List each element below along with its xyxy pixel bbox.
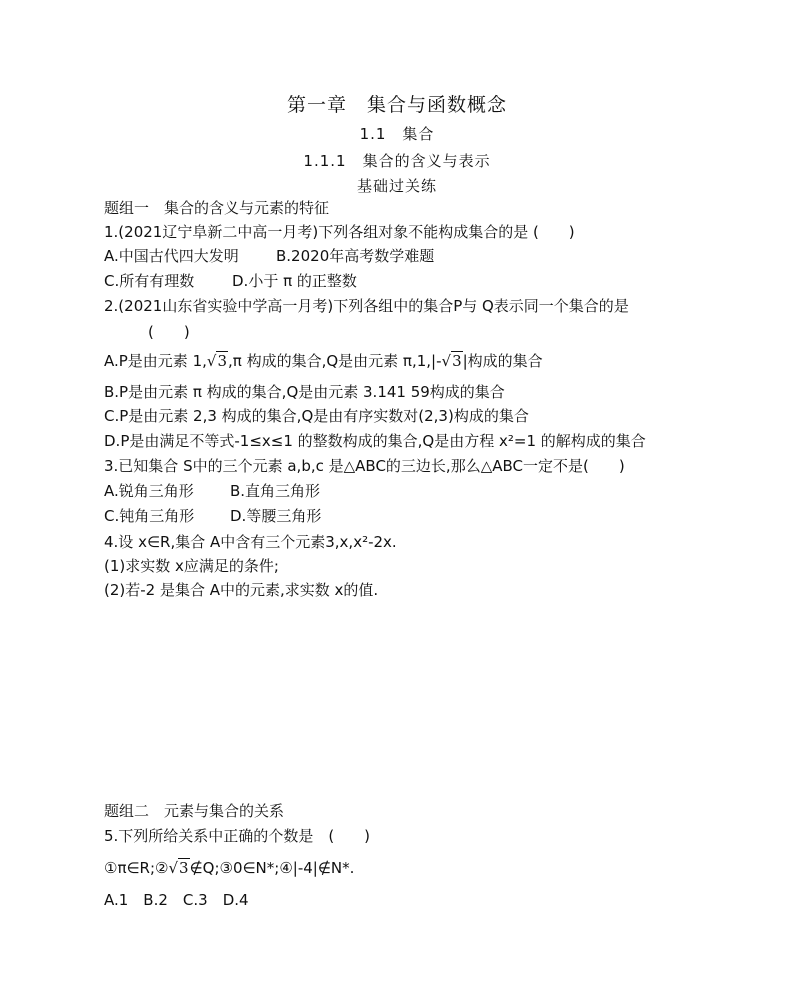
chapter-title: 第一章 集合与函数概念 [286, 94, 507, 116]
q2-option-b: B.P是由元素 π 构成的集合,Q是由元素 3.141 59构成的集合 [104, 383, 505, 401]
q1-option-a: A.中国古代四大发明 [104, 247, 239, 265]
sqrt-symbol: √ [206, 352, 217, 370]
q2-option-a-radicand: 3 [217, 352, 228, 370]
q4-stem: 4.设 x∈R,集合 A中含有三个元素3,x,x²-2x. [104, 533, 397, 551]
q2-option-a [104, 351, 543, 371]
q4-part-1: (1)求实数 x应满足的条件; [104, 557, 279, 575]
q2-option-a-mid: ,π 构成的集合,Q是由元素 π,1,|- [228, 352, 442, 370]
q4-part-2: (2)若-2 是集合 A中的元素,求实数 x的值. [104, 581, 379, 599]
sqrt-symbol: √ [441, 352, 452, 370]
q2-option-c: C.P是由元素 2,3 构成的集合,Q是由有序实数对(2,3)构成的集合 [104, 407, 529, 425]
q2-option-a-pre: A.P是由元素 1, [104, 352, 207, 370]
q3-stem: 3.已知集合 S中的三个元素 a,b,c 是△ABC的三边长,那么△ABC一定不是( ) [104, 457, 625, 475]
q3-option-a: A.锐角三角形 [104, 482, 194, 500]
q5-relations [104, 858, 354, 878]
q2-option-d: D.P是由满足不等式-1≤x≤1 的整数构成的集合,Q是由方程 x²=1 的解构成的集合 [104, 432, 646, 450]
group2-title: 题组二 元素与集合的关系 [104, 802, 285, 820]
q1-option-c: C.所有有理数 [104, 272, 195, 290]
group1-title: 题组一 集合的含义与元素的特征 [104, 199, 330, 217]
practice-heading: 基础过关练 [356, 177, 437, 195]
q2-option-a-post: |构成的集合 [462, 352, 543, 370]
q1-stem: 1.(2021辽宁阜新二中高一月考)下列各组对象不能构成集合的是 ( ) [104, 223, 575, 241]
q3-option-c: C.钝角三角形 [104, 507, 195, 525]
q3-option-d: D.等腰三角形 [230, 507, 322, 525]
q5-relations-post: ∉Q;③0∈N*;④|-4|∉N*. [189, 859, 355, 877]
section-title: 1.1 集合 [359, 125, 435, 143]
sqrt-symbol: √ [168, 859, 179, 877]
q5-radicand: 3 [179, 859, 189, 877]
subsection-title: 1.1.1 集合的含义与表示 [303, 152, 491, 170]
q1-option-b: B.2020年高考数学难题 [276, 247, 435, 265]
q5-stem: 5.下列所给关系中正确的个数是 ( ) [104, 827, 371, 845]
q2-answer-paren: ( ) [148, 323, 190, 341]
q3-option-b: B.直角三角形 [230, 482, 321, 500]
q2-stem: 2.(2021山东省实验中学高一月考)下列各组中的集合P与 Q表示同一个集合的是 [104, 297, 629, 315]
q1-option-d: D.小于 π 的正整数 [232, 272, 357, 290]
q5-relations-pre: ①π∈R;② [104, 859, 169, 877]
q2-option-a-radicand-2: 3 [452, 352, 462, 370]
q5-options: A.1 B.2 C.3 D.4 [104, 891, 249, 909]
